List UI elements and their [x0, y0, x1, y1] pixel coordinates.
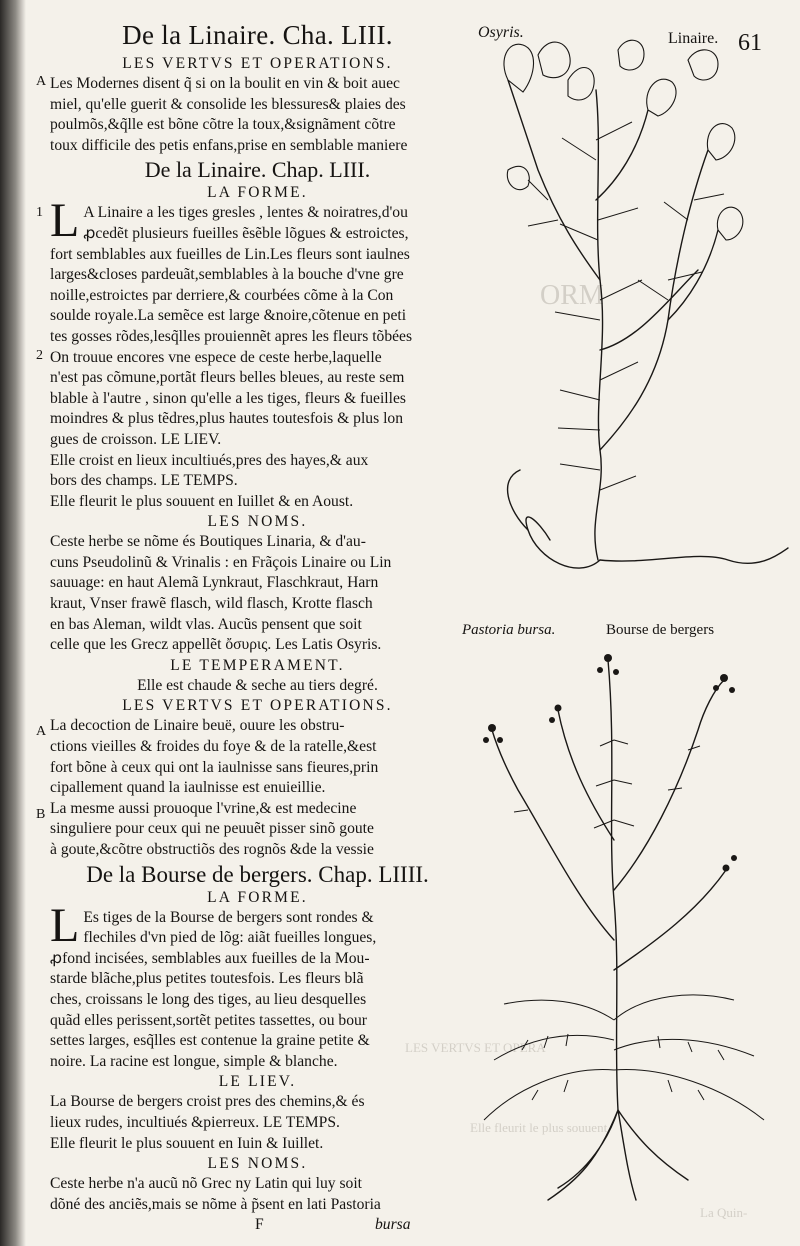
text-line: cipallement quand la iaulnisse est enuieillie.	[50, 779, 326, 797]
chapter-title: De la Linaire. Chap. LIII.	[144, 157, 371, 183]
text-line: celle que les Grecz appellẽt ὄσυρις. Les Latis Osyris.	[50, 636, 382, 654]
text-line: ctions vieilles & froides du foye & de la ratelle,&est	[50, 738, 377, 756]
text-line: flechiles d'vn pied de lõg: aiãt fueilles longues,	[83, 929, 377, 947]
text-line: à goute,&cõtre obstructiõs des rognõs &de la vessie	[50, 841, 374, 858]
section-heading: LA FORME.	[207, 888, 308, 906]
show-through-text: Elle fleurit le plus souuent	[470, 1120, 608, 1135]
paragraph-vertus-b	[36, 799, 465, 861]
text-line: sauuage: en haut Alemã Lynkraut, Flaschkraut, Harn	[50, 574, 379, 592]
show-through-text: La Quin-	[700, 1205, 748, 1220]
text-line: lieux rudes, incultiués &pierreux. LE TEMPS.	[50, 1113, 340, 1131]
text-line: Elle fleurit le plus souuent en Iuillet & en Aoust.	[50, 492, 354, 510]
paragraph-forme-2	[36, 347, 465, 451]
section-heading: LE TEMPERAMENT.	[170, 656, 345, 674]
drop-cap: L	[50, 194, 80, 248]
section-heading: LES NOMS.	[207, 513, 308, 531]
paragraph-vertus-a	[36, 716, 465, 798]
section-heading: LES VERTVS ET OPERATIONS.	[122, 697, 393, 715]
drop-cap: L	[50, 898, 80, 952]
plant-caption-latin: Pastoria bursa.	[462, 622, 556, 638]
margin-marker: B	[36, 806, 46, 822]
margin-marker: A	[36, 74, 47, 89]
text-line: Elle est chaude & seche au tiers degré.	[137, 676, 378, 694]
linaria-woodcut	[468, 0, 800, 600]
section-heading: LE LIEV.	[218, 1073, 297, 1091]
text-line: ches, croissans le long des tiges, au lieu desquelles	[50, 990, 367, 1008]
text-line: blable à l'autre , sinon qu'elle a les tiges, fleurs & fueilles	[50, 389, 406, 407]
text-line: cuns Pseudolinũ & Vrinalis : en Frãçois Linaire ou Lin	[50, 553, 392, 571]
text-line	[50, 1215, 465, 1235]
show-through-text: LES VERTVS ET OPERA	[405, 1040, 546, 1055]
text-line: soulde royale.La semẽce est large &noire,cõtenue en peti	[50, 307, 407, 325]
section-heading: LES NOMS.	[207, 1155, 308, 1173]
text-line: kraut, Vnser frawẽ flasch, wild flasch, Krotte flasch	[50, 595, 373, 613]
text-line: toux difficile des petis enfans,prise en semblable maniere	[50, 136, 408, 154]
text-line: noille,estroictes par derriere,& courbées cõme à la Con	[50, 286, 394, 304]
text-line: poulmõs,&q̃lle est bõne cõtre la toux,&signãment cõtre	[50, 116, 396, 134]
text-fragment: bursa	[375, 1216, 411, 1234]
text-line: ꝓfond incisées, semblables aux fueilles de la Mou-	[50, 949, 370, 967]
page-gutter-shadow	[0, 0, 26, 1246]
paragraph-bourse-forme	[50, 898, 465, 1073]
margin-marker: 1	[36, 205, 43, 221]
text-line: quãd elles perissent,sortẽt petites tassettes, ou bour	[50, 1011, 367, 1029]
running-head-left: Osyris.	[478, 24, 524, 41]
text-line: n'est pas cõmune,portãt fleurs belles bleues, au reste sem	[50, 369, 405, 387]
text-line: gues de croisson. LE LIEV.	[50, 430, 222, 448]
text-line: dõné des anciẽs,mais se nõme à p̃sent en lati Pastoria	[50, 1195, 381, 1213]
text-line: bors des champs. LE TEMPS.	[50, 472, 238, 490]
text-line: Ceste herbe se nõme és Boutiques Linaria, & d'au-	[50, 533, 366, 551]
text-line: La Bourse de bergers croist pres des chemins,& és	[50, 1093, 365, 1111]
text-line: La decoction de Linaire beuë, ouure les obstru-	[50, 717, 345, 735]
page-number: 61	[738, 30, 762, 56]
text-line: Elle croist en lieux incultiués,pres des hayes,& aux	[50, 451, 369, 469]
text-line: ꝓcedẽt plusieurs fueilles ẽsẽble lõgues & estroictes,	[83, 224, 409, 242]
text-line: tes gosses rõdes,lesq̃lles prouiennẽt apres les fleurs tõbées	[50, 327, 413, 345]
text-line: fort semblables aux fueilles de Lin.Les fleurs sont iaulnes	[50, 245, 410, 263]
text-line: Les Modernes disent q̃ si on la boulit en vin & boit auec	[50, 75, 400, 92]
text-line: larges&closes pardeuãt,semblables à la bouche d'vne gre	[50, 266, 404, 284]
text-line: starde blãche,plus petites toutesfois. Les fleurs blã	[50, 970, 364, 988]
text-line: en bas Aleman, wildt vlas. Aucũs pensent que soit	[50, 615, 362, 633]
show-through-text: ORM	[540, 280, 604, 311]
text-line: settes larges, esq̃lles est contenue la graine petite &	[50, 1032, 370, 1050]
text-line: miel, qu'elle guerit & consolide les blessures& plaies des	[50, 95, 406, 113]
margin-marker: 2	[36, 347, 43, 363]
text-line: Ceste herbe n'a aucũ nõ Grec ny Latin qui luy soit	[50, 1175, 362, 1193]
main-stem	[608, 660, 618, 1110]
text-line: Es tiges de la Bourse de bergers sont rondes &	[83, 908, 374, 926]
chapter-title: De la Bourse de bergers. Chap. LIIII.	[86, 861, 429, 887]
text-line: noire. La racine est longue, simple & blanche.	[50, 1052, 338, 1070]
section-heading: LA FORME.	[207, 184, 308, 202]
text-line: moindres & plus tẽdres,plus hautes toutesfois & plus lon	[50, 410, 403, 428]
text-column	[36, 18, 465, 1235]
paragraph-forme	[36, 194, 465, 347]
chapter-title: De la Linaire. Cha. LIII.	[122, 20, 393, 50]
running-head-right: Linaire.	[668, 30, 719, 47]
plant-caption-french: Bourse de bergers	[606, 622, 715, 638]
text-line: On trouue encores vne espece de ceste herbe,laquelle	[50, 348, 382, 366]
text-line: fort bõne à ceux qui ont la iaulnisse sans fieures,prin	[50, 758, 379, 776]
illustration-column	[462, 0, 800, 1246]
text-line: singuliere pour ceux qui ne peuuẽt pisser sinõ goute	[50, 820, 374, 838]
paragraph-vertus	[36, 74, 465, 156]
text-line: Elle fleurit le plus souuent en Iuin & Iuillet.	[50, 1134, 324, 1152]
text-line: La mesme aussi prouoque l'vrine,& est medecine	[50, 799, 357, 817]
shepherds-purse-woodcut	[468, 640, 800, 1220]
section-heading: LES VERTVS ET OPERATIONS.	[122, 55, 393, 72]
text-line: A Linaire a les tiges gresles , lentes & noiratres,d'ou	[83, 204, 408, 222]
signature-mark: F	[255, 1216, 264, 1234]
margin-marker: A	[36, 724, 47, 740]
